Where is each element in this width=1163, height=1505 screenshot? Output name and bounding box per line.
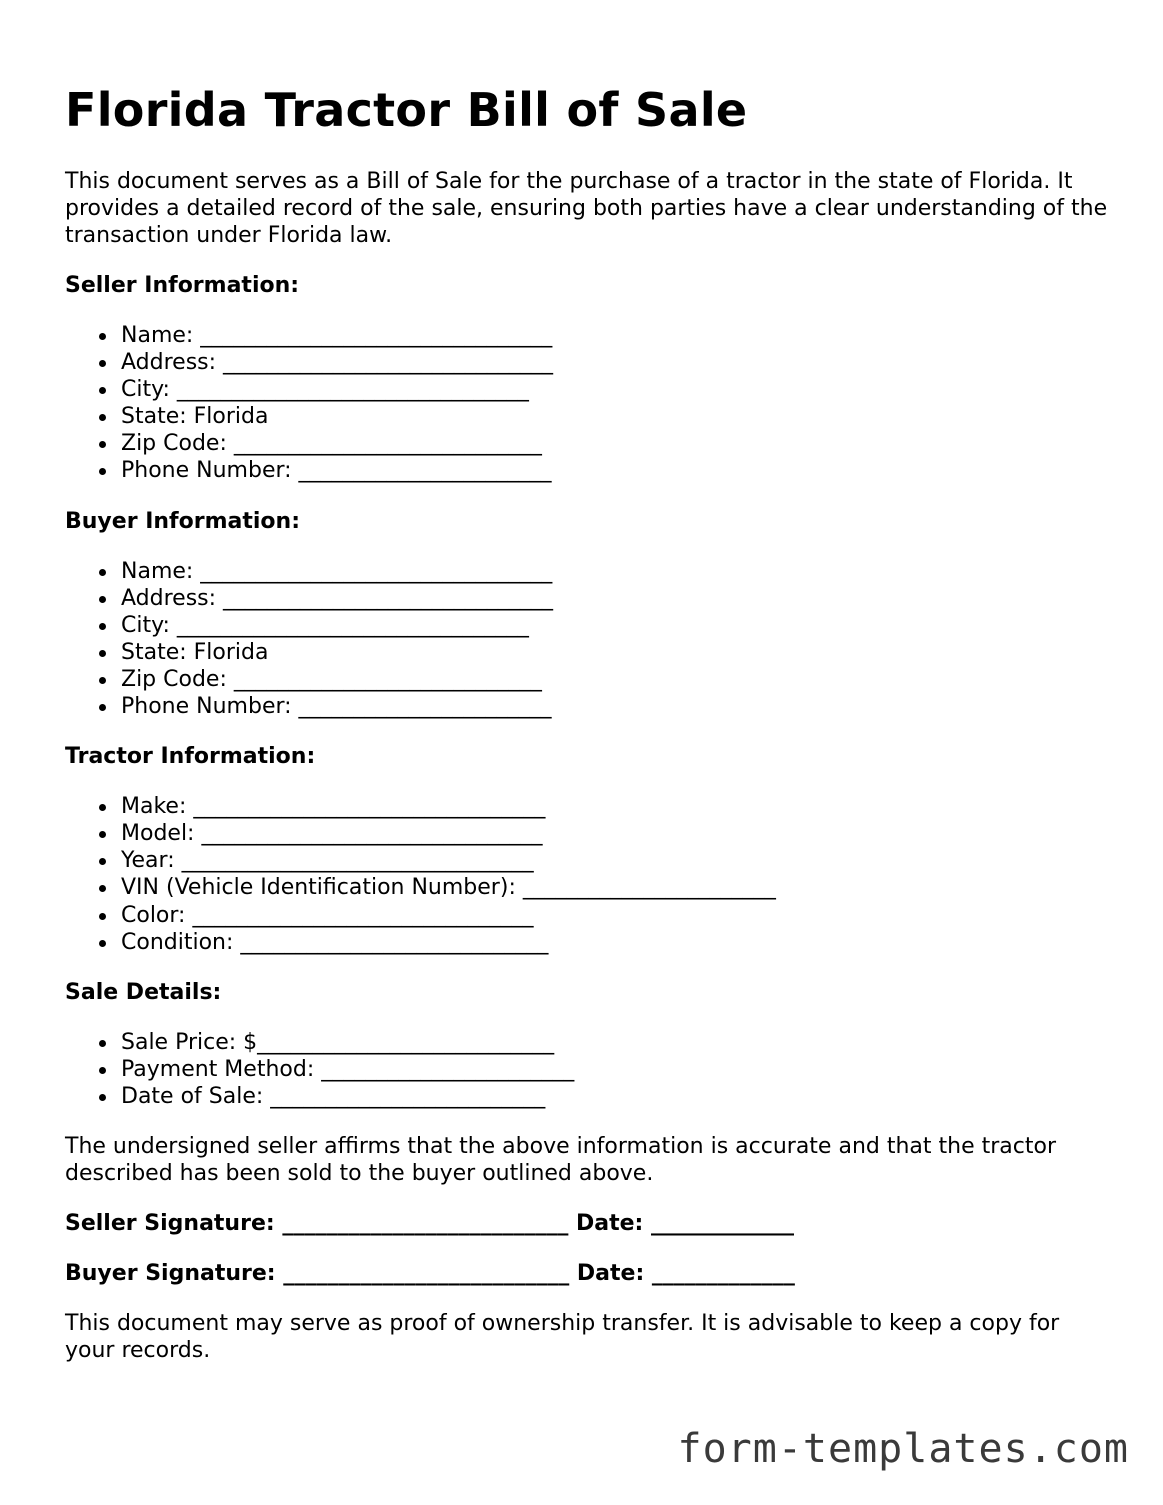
seller-signature-line[interactable]: Seller Signature: __________________________ Date: _____________ <box>65 1210 794 1236</box>
tractor-make-field[interactable]: Make: ________________________________ <box>121 793 1115 820</box>
seller-zip-field[interactable]: Zip Code: ____________________________ <box>121 430 1115 457</box>
footer-note: This document may serve as proof of ownership transfer. It is advisable to keep a copy for your records. <box>65 1310 1060 1363</box>
buyer-name-field[interactable]: Name: ________________________________ <box>121 558 1115 585</box>
tractor-model-field[interactable]: Model: _______________________________ <box>121 820 1115 847</box>
seller-city-field[interactable]: City: ________________________________ <box>121 376 1115 403</box>
sale-field-list <box>65 1029 1115 1110</box>
tractor-vin-field[interactable]: VIN (Vehicle Identification Number): _______________________ <box>121 874 1115 901</box>
seller-address-field[interactable]: Address: ______________________________ <box>121 349 1115 376</box>
intro-paragraph: This document serves as a Bill of Sale for the purchase of a tractor in the state of Florida. It provides a detailed record of the sale, ensuring both parties have a clear understanding of the transaction under Florida law. <box>65 169 1108 248</box>
tractor-field-list <box>65 793 1115 956</box>
document-page <box>65 78 1115 1364</box>
buyer-state-field: State: Florida <box>121 639 1115 666</box>
seller-field-list <box>65 322 1115 485</box>
payment-method-field[interactable]: Payment Method: _______________________ <box>121 1056 1115 1083</box>
buyer-city-field[interactable]: City: ________________________________ <box>121 612 1115 639</box>
affirmation-paragraph: The undersigned seller affirms that the above information is accurate and that the tractor described has been sold to the buyer outlined above. <box>65 1133 1056 1186</box>
seller-section-heading: Seller Information: <box>65 273 300 298</box>
tractor-section-heading: Tractor Information: <box>65 744 316 770</box>
seller-state-field: State: Florida <box>121 403 1115 430</box>
sale-price-field[interactable]: Sale Price: $___________________________ <box>121 1029 1115 1056</box>
buyer-field-list <box>65 558 1115 721</box>
buyer-signature-line[interactable]: Buyer Signature: __________________________ Date: _____________ <box>65 1260 795 1286</box>
buyer-zip-field[interactable]: Zip Code: ____________________________ <box>121 666 1115 693</box>
date-of-sale-field[interactable]: Date of Sale: _________________________ <box>121 1083 1115 1110</box>
buyer-section-heading: Buyer Information: <box>65 508 300 534</box>
document-title: Florida Tractor Bill of Sale <box>65 83 748 137</box>
seller-phone-field[interactable]: Phone Number: _______________________ <box>121 457 1115 484</box>
tractor-condition-field[interactable]: Condition: ____________________________ <box>121 929 1115 956</box>
seller-name-field[interactable]: Name: ________________________________ <box>121 322 1115 349</box>
tractor-year-field[interactable]: Year: ________________________________ <box>121 847 1115 874</box>
buyer-phone-field[interactable]: Phone Number: _______________________ <box>121 693 1115 720</box>
tractor-color-field[interactable]: Color: _______________________________ <box>121 902 1115 929</box>
sale-section-heading: Sale Details: <box>65 979 222 1005</box>
buyer-address-field[interactable]: Address: ______________________________ <box>121 585 1115 612</box>
watermark-logo: form-templates.com <box>677 1426 1129 1472</box>
